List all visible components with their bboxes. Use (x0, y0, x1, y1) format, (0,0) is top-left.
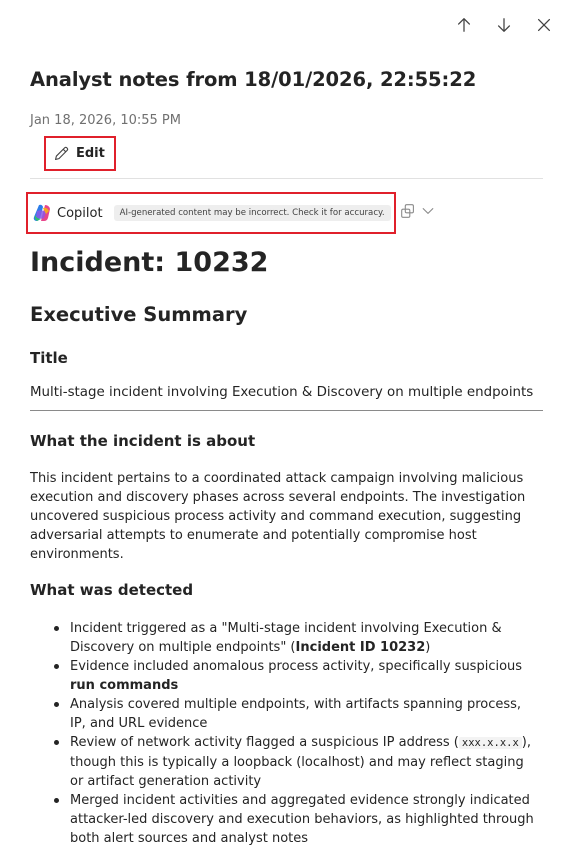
divider (30, 178, 543, 179)
edit-label: Edit (76, 146, 105, 161)
next-button[interactable] (486, 12, 522, 38)
pencil-icon (53, 145, 70, 162)
title-value: Multi-stage incident involving Execution & Discovery on multiple endpoints (30, 385, 534, 400)
list-item: Analysis covered multiple endpoints, with artifacts spanning process, IP, and URL evidence (70, 695, 540, 733)
chevron-down-icon[interactable] (420, 203, 436, 219)
list-item: Merged incident activities and aggregated evidence strongly indicated attacker-led discovery and execution behaviors, as highlighted through both alert sources and analyst notes (70, 791, 540, 848)
detected-heading: What was detected (30, 581, 194, 599)
copilot-logo-icon (32, 203, 52, 223)
about-body: This incident pertains to a coordinated attack campaign involving malicious execution and discovery phases across several endpoints. The investigation uncovered suspicious process activity and command execution, suggesting adversarial attempts to enumerate and potentially compromise host environments. (30, 471, 526, 562)
notes-timestamp: Jan 18, 2026, 10:55 PM (30, 113, 181, 128)
executive-summary-heading: Executive Summary (30, 303, 248, 326)
edit-button[interactable] (44, 136, 116, 171)
panel-navigation (446, 12, 562, 38)
ai-disclaimer-badge: AI-generated content may be incorrect. Check it for accuracy. (114, 205, 391, 221)
close-button[interactable] (526, 12, 562, 38)
incident-heading: Incident: 10232 (30, 247, 269, 278)
close-icon (535, 16, 553, 34)
list-item: Incident triggered as a "Multi-stage incident involving Execution & Discovery on multiple endpoints" (Incident ID 10232) (70, 619, 540, 657)
copy-icon[interactable] (399, 202, 417, 220)
copilot-name: Copilot (57, 205, 103, 221)
list-item: Evidence included anomalous process activity, specifically suspicious run commands (70, 657, 540, 695)
list-item: Review of network activity flagged a suspicious IP address ( xxx.x.x.x ), though this is typically a loopback (localhost) and may reflect staging or artifact generation activity (70, 733, 540, 791)
divider (30, 410, 543, 411)
previous-button[interactable] (446, 12, 482, 38)
detected-list (70, 619, 540, 848)
notes-title: Analyst notes from 18/01/2026, 22:55:22 (30, 68, 477, 91)
arrow-up-icon (455, 16, 473, 34)
ip-address-code: xxx.x.x.x (459, 737, 522, 749)
about-heading: What the incident is about (30, 432, 256, 450)
copilot-bar (26, 192, 396, 234)
title-label: Title (30, 349, 68, 367)
arrow-down-icon (495, 16, 513, 34)
